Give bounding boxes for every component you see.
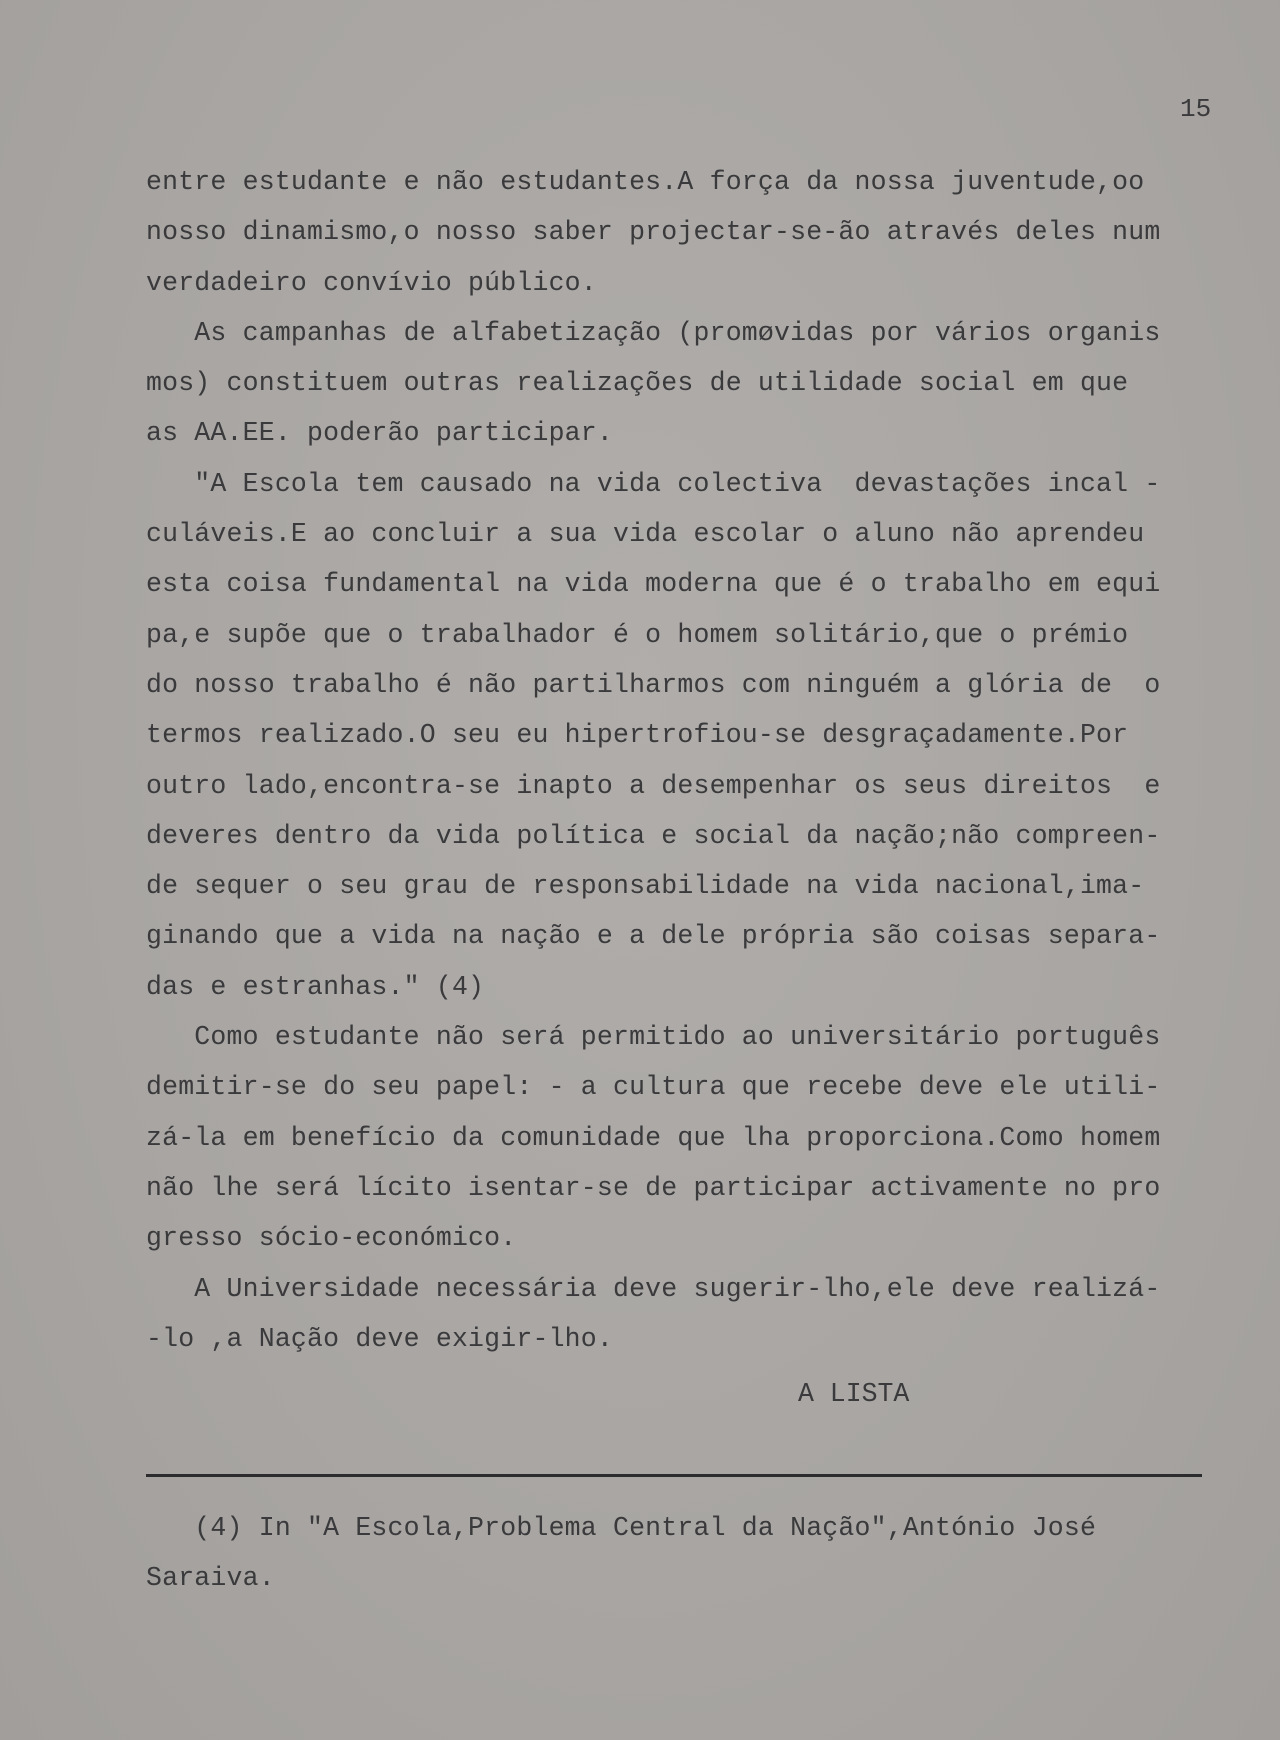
body-line: esta coisa fundamental na vida moderna que é o trabalho em equi (146, 569, 1161, 600)
footnote (146, 1503, 1206, 1603)
body-line: deveres dentro da vida política e social da nação;não compreen- (146, 820, 1161, 851)
body-line: mos) constituem outras realizações de utilidade social em que (146, 368, 1129, 399)
body-line: das e estranhas." (4) (146, 971, 485, 1002)
body-line: As campanhas de alfabetização (promøvidas por vários organis (146, 317, 1161, 348)
body-line: Como estudante não será permitido ao universitário português (146, 1022, 1161, 1053)
page-number: 15 (1180, 94, 1212, 124)
body-line: de sequer o seu grau de responsabilidade na vida nacional,ima- (146, 871, 1145, 902)
body-line: pa,e supõe que o trabalhador é o homem solitário,que o prémio (146, 619, 1129, 650)
body-line: entre estudante e não estudantes.A força da nossa juventude,oo (146, 167, 1145, 197)
footnote-divider (146, 1474, 1202, 1477)
signature: A LISTA (798, 1379, 910, 1409)
body-line: demitir-se do seu papel: - a cultura que recebe deve ele utili- (146, 1072, 1161, 1103)
footnote-line: Saraiva. (146, 1563, 275, 1593)
body-line: as AA.EE. poderão participar. (146, 418, 613, 449)
body-line: A Universidade necessária deve sugerir-lho,ele deve realizá- (146, 1273, 1161, 1304)
body-line: nosso dinamismo,o nosso saber projectar-se-ão através deles num (146, 217, 1161, 248)
body-line: ginando que a vida na nação e a dele própria são coisas separa- (146, 921, 1161, 952)
body-line: "A Escola tem causado na vida colectiva devastações incal - (146, 468, 1161, 499)
body-line: -lo ,a Nação deve exigir-lho. (146, 1323, 613, 1354)
body-line: não lhe será lícito isentar-se de participar activamente no pro (146, 1172, 1161, 1203)
body-line: outro lado,encontra-se inapto a desempenhar os seus direitos e (146, 770, 1161, 801)
footnote-line: (4) In "A Escola,Problema Central da Nação",António José (146, 1513, 1097, 1543)
body-line: gresso sócio-económico. (146, 1223, 517, 1254)
body-line: termos realizado.O seu eu hipertrofiou-se desgraçadamente.Por (146, 720, 1129, 751)
body-line: culáveis.E ao concluir a sua vida escolar o aluno não aprendeu (146, 519, 1145, 550)
body-line: zá-la em benefício da comunidade que lha proporciona.Como homem (146, 1122, 1161, 1153)
body-line: verdadeiro convívio público. (146, 267, 597, 298)
body-text (146, 157, 1206, 1364)
body-line: do nosso trabalho é não partilharmos com ninguém a glória de o (146, 669, 1161, 700)
